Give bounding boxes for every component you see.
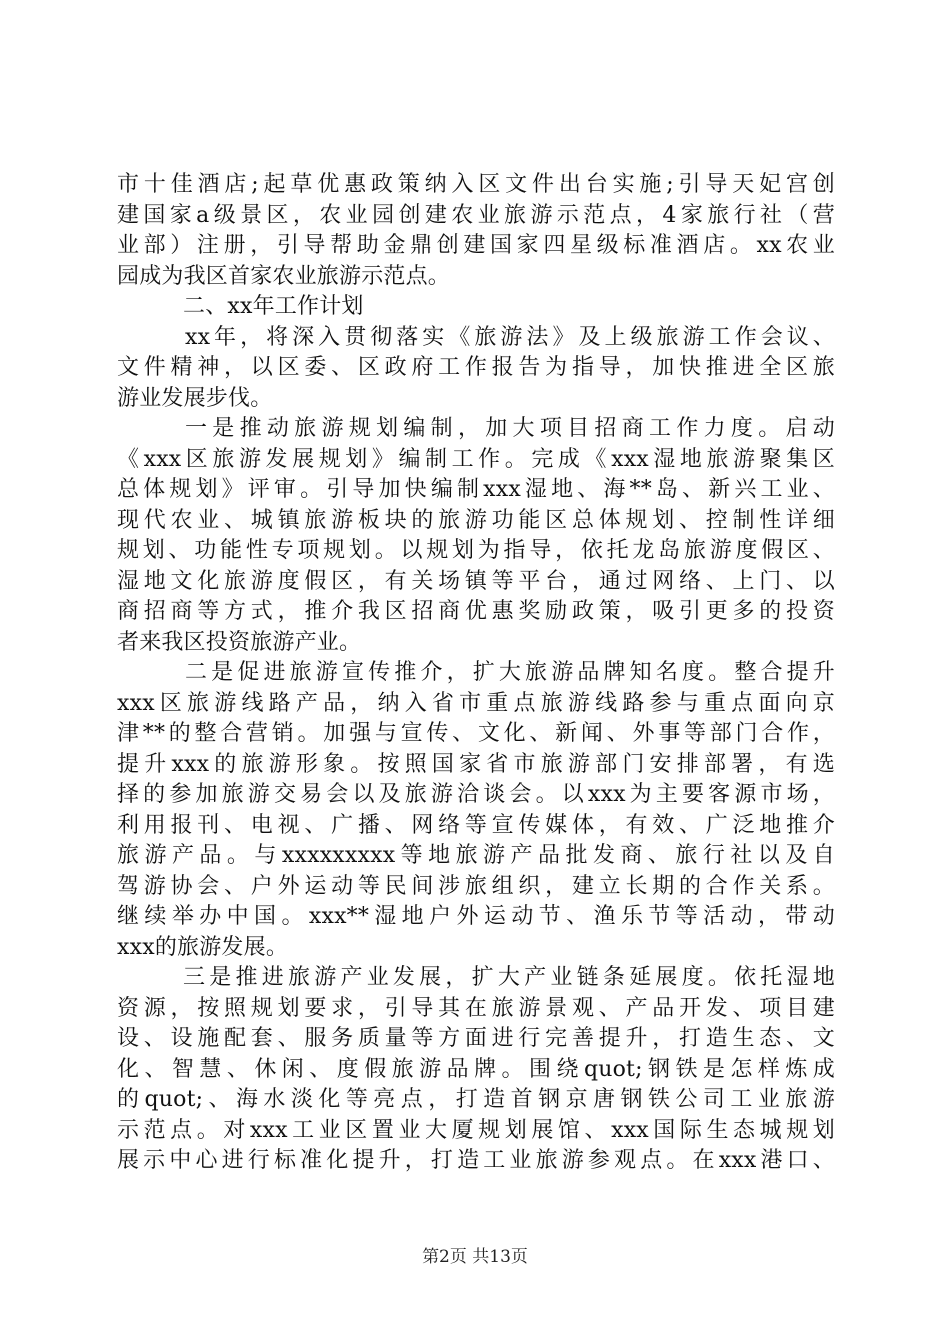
text-line: 利用报刊、电视、广播、网络等宣传媒体，有效、广泛地推介 [117,812,835,838]
text-line: xxx区旅游线路产品，纳入省市重点旅游线路参与重点面向京 [117,690,835,716]
text-line: 园成为我区首家农业旅游示范点。 [117,263,451,289]
text-line: 市十佳酒店;起草优惠政策纳入区文件出台实施;引导天妃宫创 [117,172,835,197]
text-line: 湿地文化旅游度假区，有关场镇等平台，通过网络、上门、以 [117,568,835,594]
text-line: 资源，按照规划要求，引导其在旅游景观、产品开发、项目建 [117,995,835,1021]
body-text [117,170,835,1177]
text-line: 示范点。对xxx工业区置业大厦规划展馆、xxx国际生态城规划 [117,1117,835,1143]
text-line: 化、智慧、休闲、度假旅游品牌。围绕quot;钢铁是怎样炼成 [117,1056,835,1082]
text-line: 一是推动旅游规划编制，加大项目招商工作力度。启动 [185,416,835,441]
text-line: 二、xx年工作计划 [183,294,364,319]
page-footer: 第2页 共13页 [422,1247,528,1267]
text-line: 总体规划》评审。引导加快编制xxx湿地、海**岛、新兴工业、 [117,477,835,502]
text-line: 业部）注册，引导帮助金鼎创建国家四星级标准酒店。xx农业 [117,233,835,258]
text-line: 设、设施配套、服务质量等方面进行完善提升，打造生态、文 [117,1026,835,1051]
text-line: xx年，将深入贯彻落实《旅游法》及上级旅游工作会议、 [185,324,835,350]
text-line: 二是促进旅游宣传推介，扩大旅游品牌知名度。整合提升 [185,660,835,685]
text-line: 驾游协会、户外运动等民间涉旅组织，建立长期的合作关系。 [117,873,835,899]
text-line: 旅游产品。与xxxxxxxxx等地旅游产品批发商、旅行社以及自 [117,843,835,868]
text-line: 提升xxx的旅游形象。按照国家省市旅游部门安排部署，有选 [117,751,835,777]
text-line: 商招商等方式，推介我区招商优惠奖励政策，吸引更多的投资 [117,599,835,624]
text-line: 游业发展步伐。 [117,385,273,411]
text-line: 择的参加旅游交易会以及旅游洽谈会。以xxx为主要客源市场， [117,782,835,807]
text-line: 规划、功能性专项规划。以规划为指导，依托龙岛旅游度假区、 [117,538,835,563]
text-line: 的quot;、海水淡化等亮点，打造首钢京唐钢铁公司工业旅游 [117,1087,835,1112]
text-line: 文件精神，以区委、区政府工作报告为指导，加快推进全区旅 [117,355,835,380]
text-line: 《xxx区旅游发展规划》编制工作。完成《xxx湿地旅游聚集区 [117,446,835,472]
text-line: 者来我区投资旅游产业。 [117,629,362,655]
text-line: xxx的旅游发展。 [117,934,289,960]
text-line: 继续举办中国。xxx**湿地户外运动节、渔乐节等活动，带动 [117,904,835,929]
text-line: 建国家a级景区，农业园创建农业旅游示范点，4家旅行社（营 [117,202,835,228]
text-line: 展示中心进行标准化提升，打造工业旅游参观点。在xxx港口、 [117,1148,835,1173]
text-line: 三是推进旅游产业发展，扩大产业链条延展度。依托湿地 [183,965,835,990]
text-line: 津**的整合营销。加强与宣传、文化、新闻、外事等部门合作， [117,721,835,746]
text-line: 现代农业、城镇旅游板块的旅游功能区总体规划、控制性详细 [117,507,835,533]
